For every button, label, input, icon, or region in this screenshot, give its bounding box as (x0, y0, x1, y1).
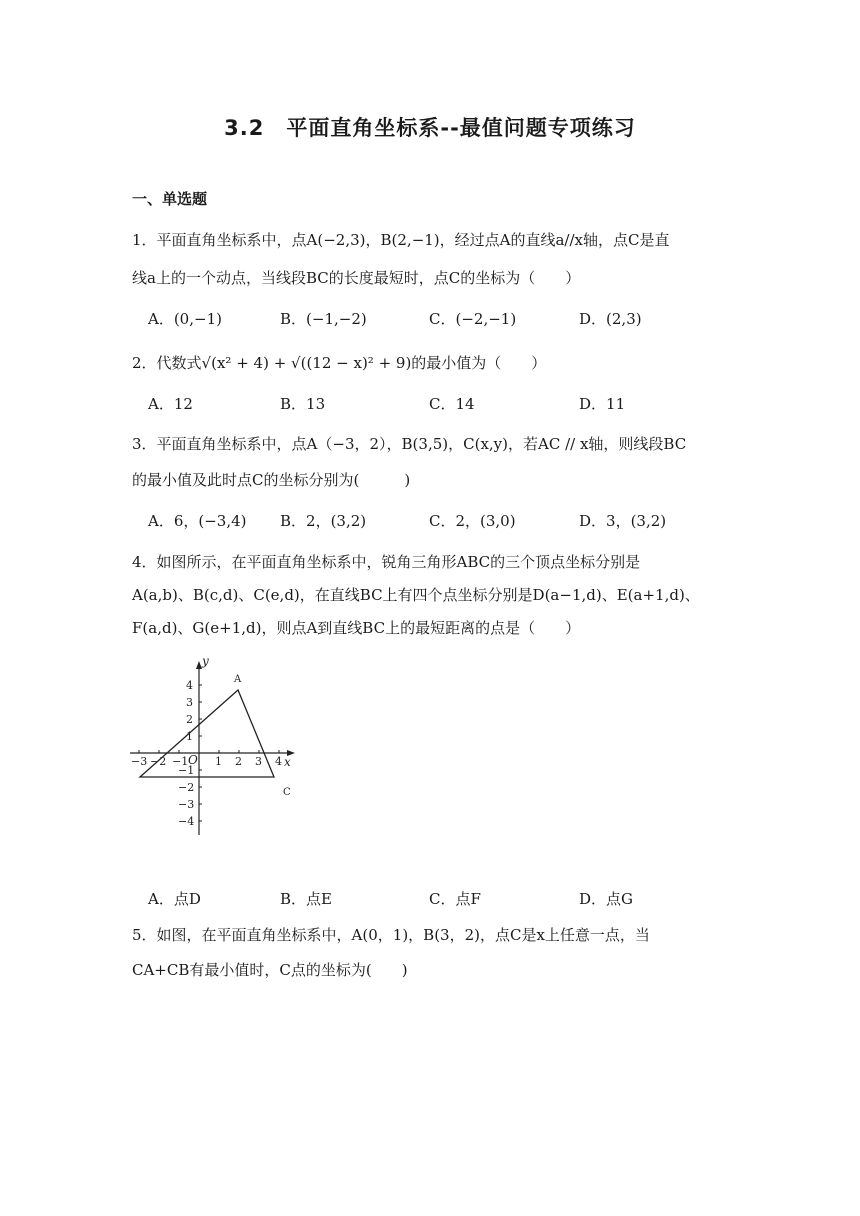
q1-stem-line2: 线a上的一个动点，当线段BC的长度最短时，点C的坐标为（ ） (132, 269, 581, 287)
q3-option-c: C．2，(3,0) (429, 512, 516, 530)
coordinate-figure (128, 652, 298, 842)
q3-stem-line2: 的最小值及此时点C的坐标分别为( ) (132, 471, 411, 489)
y-tick-label: 2 (186, 713, 193, 726)
vertex-c-label: C (283, 787, 291, 798)
q2-option-a: A．12 (148, 395, 193, 413)
q4-stem-line3: F(a,d)、G(e+1,d)，则点A到直线BC上的最短距离的点是（ ） (132, 619, 581, 637)
q1-option-a: A．(0,−1) (148, 310, 222, 328)
x-axis-label: x (284, 755, 291, 769)
q4-stem-line2: A(a,b)、B(c,d)、C(e,d)，在直线BC上有四个点坐标分别是D(a−1,d)、E(a+1,d)、 (132, 586, 700, 604)
section-heading: 一、单选题 (132, 190, 208, 208)
q4-option-a: A．点D (148, 890, 201, 908)
y-tick-label: 1 (186, 730, 193, 743)
vertex-a-label: A (234, 674, 242, 685)
y-tick-label: −2 (178, 781, 195, 794)
x-tick-label: −3 (131, 755, 148, 768)
q1-stem-line1: 1．平面直角坐标系中，点A(−2,3)，B(2,−1)，经过点A的直线a//x轴，点C是直 (132, 231, 670, 249)
q2-stem-line1: 2．代数式√(x² + 4) + √((12 − x)² + 9)的最小值为（ ） (132, 354, 547, 372)
x-tick-label: −2 (150, 755, 167, 768)
q4-option-d: D．点G (579, 890, 634, 908)
y-axis-label: y (202, 654, 209, 668)
y-tick-label: 4 (186, 679, 193, 692)
y-tick-label: −1 (178, 764, 195, 777)
q1-option-c: C．(−2,−1) (429, 310, 517, 328)
q2-option-d: D．11 (579, 395, 626, 413)
q3-stem-line1: 3．平面直角坐标系中，点A（−3，2），B(3,5)，C(x,y)，若AC // x轴，则线段BC (132, 435, 687, 453)
q1-option-b: B．(−1,−2) (280, 310, 367, 328)
page-title: 3.2 平面直角坐标系--最值问题专项练习 (224, 116, 636, 140)
y-tick-label: 3 (186, 696, 193, 709)
q1-option-d: D．(2,3) (579, 310, 642, 328)
q4-option-c: C．点F (429, 890, 481, 908)
q5-stem-line2: CA+CB有最小值时，C点的坐标为( ) (132, 961, 408, 979)
y-tick-label: −3 (178, 798, 195, 811)
x-tick-label: −1 (172, 755, 189, 768)
x-tick-label: 4 (275, 755, 282, 768)
coordinate-plane (128, 652, 298, 842)
q4-stem-line1: 4．如图所示，在平面直角坐标系中，锐角三角形ABC的三个顶点坐标分别是 (132, 553, 641, 571)
x-tick-label: 2 (235, 755, 242, 768)
origin-label: O (188, 753, 198, 767)
q2-option-b: B．13 (280, 395, 326, 413)
x-tick-label: 3 (255, 755, 262, 768)
q2-option-c: C．14 (429, 395, 475, 413)
q3-option-b: B．2，(3,2) (280, 512, 367, 530)
x-tick-label: 1 (215, 755, 222, 768)
q5-stem-line1: 5．如图，在平面直角坐标系中，A(0，1)，B(3，2)，点C是x上任意一点，当 (132, 926, 650, 944)
q3-option-a: A．6，(−3,4) (148, 512, 247, 530)
q4-option-b: B．点E (280, 890, 332, 908)
q3-option-d: D．3，(3,2) (579, 512, 667, 530)
y-tick-label: −4 (178, 815, 195, 828)
